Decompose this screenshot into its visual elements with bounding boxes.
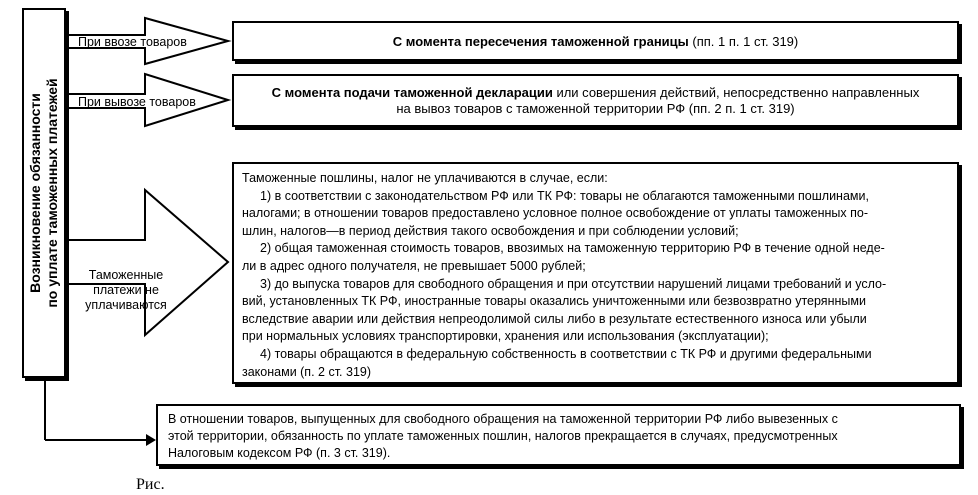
exemption-item4-line2: законами (п. 2 ст. 319)	[242, 364, 372, 379]
termination-line3: Налоговым кодексом РФ (п. 3 ст. 319).	[168, 446, 391, 460]
exemption-item2-line2: ли в адрес одного получателя, не превышает 5000 рублей;	[242, 258, 586, 273]
termination-line2: этой территории, обязанность по уплате таможенных пошлин, налогов прекращается в случаях, предусмотренных	[168, 429, 838, 443]
exemption-item4-line1: 4) товары обращаются в федеральную собственность в соответствии с ТК РФ и другими федеральными	[260, 346, 872, 361]
export-moment-line2: на вывоз товаров с таможенной территории РФ (пп. 2 п. 1 ст. 319)	[396, 100, 795, 116]
exemption-item1-line3: шлин, налогов—в период действия такого освобождения и при соблюдении условий;	[242, 223, 739, 238]
import-moment-bold: С момента пересечения таможенной границы	[392, 33, 689, 49]
export-moment-rest: или совершения действий, непосредственно направленных	[552, 84, 920, 100]
not-paid-label-line2: платежи не	[93, 283, 159, 297]
exemption-item3-line1: 3) до выпуска товаров для свободного обращения и при отсутствии нарушений лицами требований и усло-	[260, 276, 887, 291]
export-moment-box	[232, 74, 959, 127]
bottom-arrowhead	[146, 434, 156, 446]
figure-caption: Рис.	[136, 476, 165, 493]
import-moment-box	[232, 21, 959, 61]
vertical-label-line2: по уплате таможенных платежей	[44, 78, 60, 308]
not-paid-arrow	[68, 190, 228, 335]
exemption-box	[232, 162, 959, 384]
vertical-label-line1: Возникновение обязанности	[27, 93, 43, 293]
exemption-item3-line4: при нормальных условиях транспортировки, хранения или использования (эксплуатации);	[242, 329, 769, 344]
not-paid-label-line3: уплачиваются	[85, 298, 167, 312]
exemption-item1-line1: 1) в соответствии с законодательством РФ или ТК РФ: товары не облагаются таможенными пошлинами,	[260, 188, 869, 203]
exemption-item3-line3: вследствие аварии или действия непреодолимой силы либо в результате естественного износа или убыли	[242, 311, 867, 326]
exemption-item3-line2: вий, установленных ТК РФ, иностранные товары оказались уничтоженными или безвозвратно утерянными	[242, 294, 866, 309]
exemption-item1-line2: налогами; в отношении товаров предоставлено условное полное освобождение от уплаты таможенных по-	[242, 206, 868, 221]
exemption-item2-line1: 2) общая таможенная стоимость товаров, ввозимых на таможенную территорию РФ в течение одной неде-	[260, 241, 885, 256]
not-paid-arrow-label	[80, 268, 172, 313]
export-moment-bold: С момента подачи таможенной декларации	[271, 84, 553, 100]
exemption-intro: Таможенные пошлины, налог не уплачиваются в случае, если:	[242, 171, 608, 185]
not-paid-label-line1: Таможенные	[88, 268, 164, 282]
import-moment-ref: (пп. 1 п. 1 ст. 319)	[688, 33, 799, 49]
termination-box	[156, 404, 961, 466]
termination-line1: В отношении товаров, выпущенных для свободного обращения на таможенной территории РФ либо вывезенных с	[168, 412, 838, 426]
vertical-label-box	[22, 8, 66, 378]
export-arrow-label: При вывозе товаров	[78, 95, 196, 109]
import-arrow-label: При ввозе товаров	[78, 35, 187, 49]
